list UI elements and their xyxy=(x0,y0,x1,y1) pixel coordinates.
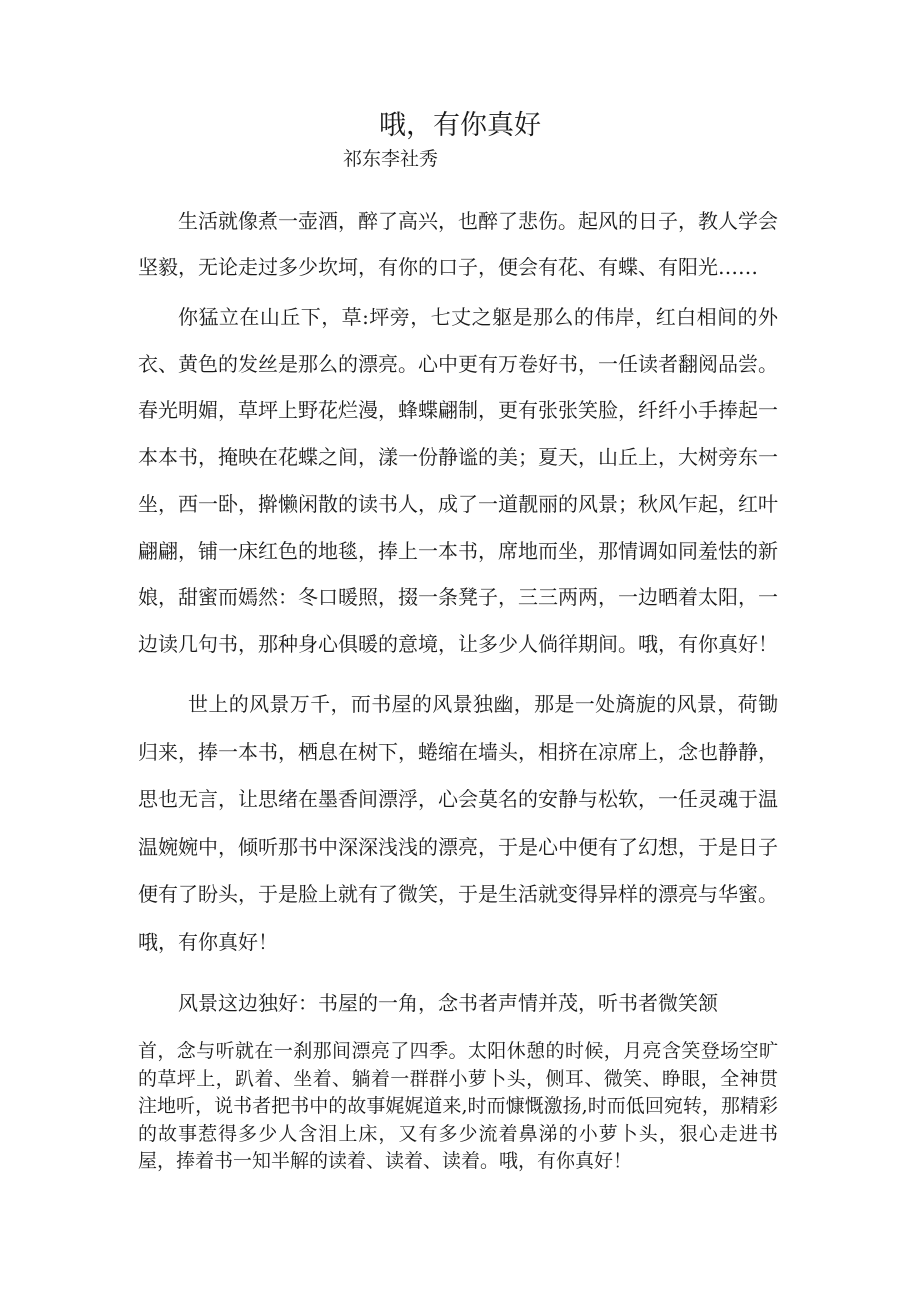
paragraph-2: 你猛立在山丘下，草:坪旁，七丈之躯是那么的伟岸，红白相间的外衣、黄色的发丝是那么的漂亮。心中更有万卷好书，一任读者翻阅品尝。春光明媚，草坪上野花烂漫，蜂蝶翩制，更有张张笑脸，纤纤小手捧起一本本书，掩映在花蝶之间，漾一份静谧的美；夏天，山丘上，大树旁东一坐，西一卧，擀懒闲散的读书人，成了一道靓丽的风景；秋风乍起，红叶翩翩，铺一床红色的地毯，捧上一本书，席地而坐，那情调如同羞怯的新娘，甜蜜而嫣然：冬口暖照，掇一条凳子，三三两两，一边晒着太阳，一边读几句书，那种身心俱暖的意境，让多少人倘徉期间。哦，有你真好！ xyxy=(138,305,778,656)
paragraph-1: 生活就像煮一壶酒，醉了高兴，也醉了悲伤。起风的日子，教人学会坚毅，无论走过多少坎坷，有你的口子，便会有花、有蝶、有阳光…… xyxy=(138,209,778,279)
page-title: 哦，有你真好 xyxy=(379,110,541,141)
paragraph-3: 世上的风景万千，而书屋的风景独幽，那是一处旖旎的风景，荷锄归来，捧一本书，栖息在树下，蜷缩在墙头，相挤在凉席上，念也静静，思也无言，让思绪在墨香间漂浮，心会莫名的安静与松软，一任灵魂于温温婉婉中，倾听那书中深深浅浅的漂亮，于是心中便有了幻想，于是日子便有了盼头，于是脸上就有了微笑，于是生活就变得异样的漂亮与华蜜。哦，有你真好！ xyxy=(138,692,778,954)
paragraph-5: 首，念与听就在一刹那间漂亮了四季。太阳休憩的时候，月亮含笑登场空旷的草坪上，趴着、坐着、躺着一群群小萝卜头，侧耳、微笑、睁眼，全神贯注地听，说书者把书中的故事娓娓道来,时而慷慨激扬,时而低回宛转，那精彩的故事惹得多少人含泪上床，又有多少流着鼻涕的小萝卜头，狠心走进书屋，捧着书一知半解的读着、读着、读着。哦，有你真好！ xyxy=(138,1040,778,1172)
paragraph-4: 风景这边独好：书屋的一角，念书者声情并茂，听书者微笑颔 xyxy=(178,991,718,1015)
author-name: 祁东李社秀 xyxy=(343,148,439,170)
